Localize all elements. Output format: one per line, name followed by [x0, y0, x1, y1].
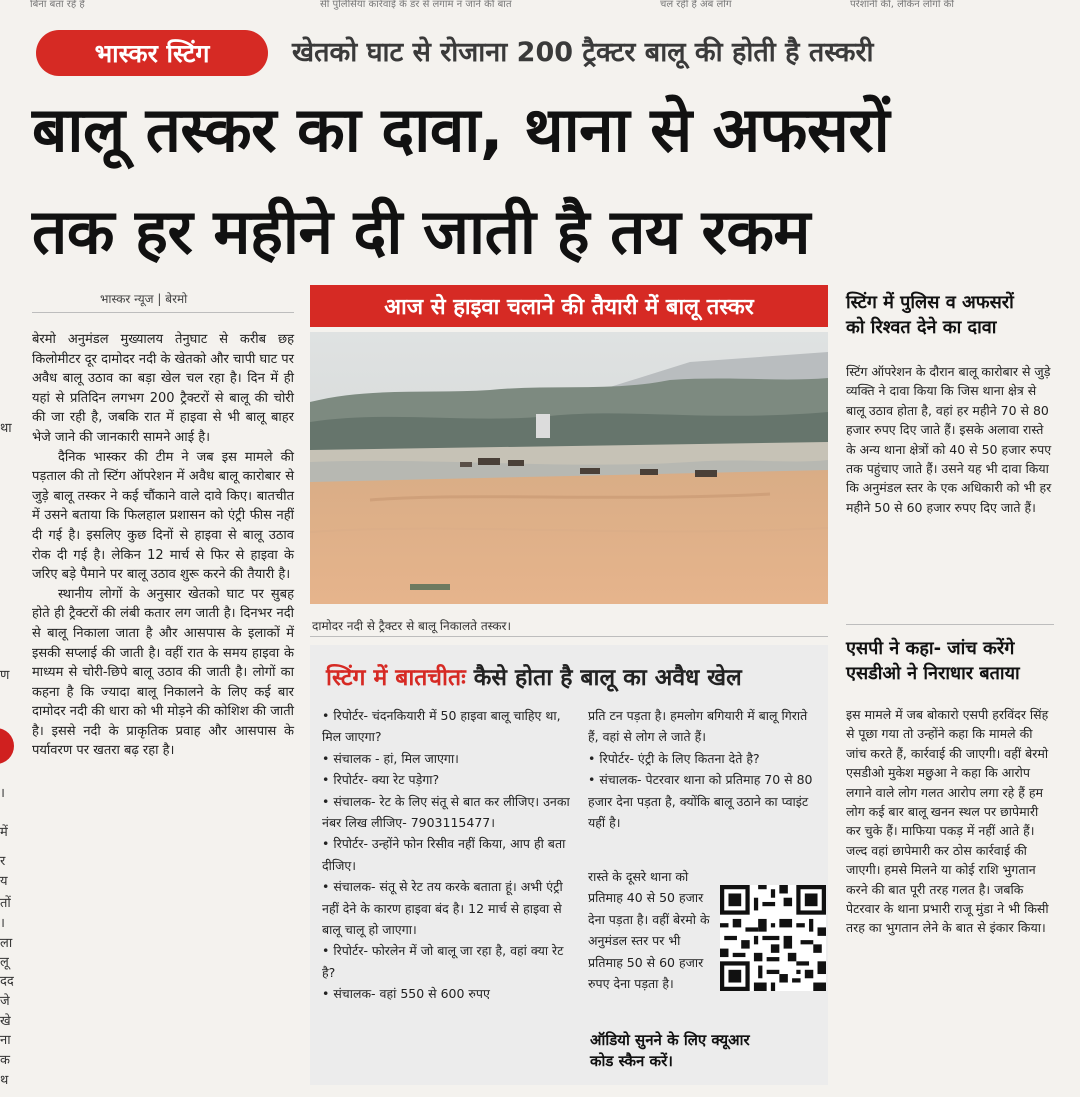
main-article-body: [32, 330, 294, 761]
dialogue-line: • रिपोर्टर- क्या रेट पड़ेगा?: [322, 772, 440, 788]
photo-caption: दामोदर नदी से ट्रैक्टर से बालू निकालते तस्कर।: [312, 619, 511, 633]
dialogue-column-2-top: [588, 705, 820, 833]
gutter-char: में: [0, 825, 8, 840]
river-photo: [310, 332, 828, 604]
strip-text-3: चल रही है अब लोग: [660, 0, 732, 10]
gutter-char: ण: [0, 668, 10, 683]
headline-line-1: बालू तस्कर का दावा, थाना से अफसरों: [32, 93, 890, 166]
dialogue-line: • संचालक- वहां 550 से 600 रुपए: [322, 986, 490, 1002]
byline-rule: [32, 312, 294, 313]
strip-text-1: बिना बता रहे हैं: [30, 0, 85, 10]
bhaskar-sting-badge: भास्कर स्टिंग: [36, 30, 268, 76]
gutter-char: जे: [0, 994, 10, 1009]
side-heading-line: को रिश्वत देने का दावा: [846, 317, 997, 338]
gutter-char: क: [0, 1053, 10, 1068]
dialogue-line: • रिपोर्टर- फोरलेन में जो बालू जा रहा है, वहां क्या रेट है?: [322, 943, 564, 980]
dialogue-title-highlight: स्टिंग में बातचीतः: [326, 665, 466, 691]
strip-text-2: सी पुलिसिया कार्रवाई के डर से लगाम न जाने की बात: [320, 0, 512, 10]
gutter-char: र: [0, 854, 6, 869]
dialogue-line: • रिपोर्टर- उन्होंने फोन रिसीव नहीं किया, आप ही बता दीजिए।: [322, 836, 566, 873]
photo-banner: आज से हाइवा चलाने की तैयारी में बालू तस्कर: [310, 285, 828, 327]
dialogue-column-2-bottom: [588, 866, 712, 994]
dialogue-box-title: [326, 660, 742, 692]
gutter-char: दद: [0, 974, 14, 989]
article-paragraph-3: स्थानीय लोगों के अनुसार खेतको घाट पर सुबह होते ही ट्रैक्टरों की लंबी कतार लग जाती है। दिनभर नदी से बालू निकाला जाता है और आसपास के इलाकों में इसकी सप्लाई की जाती है। वहीं रात के समय हाइवा के माध्यम से चोरी-छिपे बालू उठाव की जाती है। लोगों का कहना है कि ज्यादा बालू निकालने के लिए कई बार दामोदर नदी की धारा को भी मोड़ने की कोशिश की जाती है। इससे नदी के प्राकृतिक प्रवाह और आसपास के पर्यावरण पर खतरा बढ़ रहा है।: [32, 586, 294, 759]
headline-line-2: तक हर महीने दी जाती है तय रकम: [32, 195, 811, 268]
caption-rule: [310, 636, 828, 637]
qr-instruction: [590, 1030, 750, 1072]
dialogue-title-rest: कैसे होता है बालू का अवैध खेल: [465, 665, 742, 691]
side-story-2-body: [846, 705, 1054, 938]
dialogue-line: • संचालक- रेट के लिए संतू से बात कर लीजिए। उनका नंबर लिख लीजिए- 7903115477।: [322, 793, 570, 831]
article-paragraph-1: बेरमो अनुमंडल मुख्यालय तेनुघाट से करीब छह किलोमीटर दूर दामोदर नदी के खेतको और चापी घाट पर अवैध बालू उठाव का बड़ा खेल चल रहा है। दिन में ही यहां से प्रतिदिन लगभग 200 ट्रैक्टरों से बालू की चोरी की जा रही है, जबकि रात में हाइवा से भी बालू बाहर भेजे जाने की जानकारी सामने आई है।: [32, 332, 294, 445]
river-photo-image: [310, 332, 828, 604]
side-heading-line: एसडीओ ने निराधार बताया: [846, 663, 1020, 684]
dialogue-line: • रिपोर्टर- चंदनकियारी में 50 हाइवा बालू चाहिए था, मिल जाएगा?: [322, 708, 561, 745]
side-heading-line: एसपी ने कहा- जांच करेंगे: [846, 638, 1015, 659]
gutter-char: ।: [0, 916, 5, 931]
gutter-char: तों: [0, 896, 11, 911]
side-story-2-heading: [846, 636, 1020, 686]
previous-article-strip: [0, 0, 1080, 12]
side-story-1-body: [846, 362, 1054, 517]
dialogue-line: प्रति टन पड़ता है। हमलोग बगियारी में बालू गिराते हैं, वहां से लोग ले जाते हैं।: [588, 708, 808, 745]
article-paragraph-2: दैनिक भास्कर की टीम ने जब इस मामले की पड़ताल की तो स्टिंग ऑपरेशन में अवैध बालू कारोबार से जुड़े बालू तस्कर ने कई चौंकाने वाले दावे किए। बातचीत में उसने बताया कि फिलहाल प्रशासन को एंट्री फीस नहीं दी गई है। इसलिए कुछ दिनों से हाइवा से बालू उठाव रोक दी गई है। लेकिन 12 मार्च से फिर से हाइवा के जरिए बड़े पैमाने पर बालू उठाव शुरू करने की तैयारी है।: [32, 449, 294, 583]
byline: भास्कर न्यूज | बेरमो: [100, 292, 188, 306]
adjacent-column-fragment: [0, 0, 18, 1097]
qr-instruction-line-2: कोड स्कैन करें।: [590, 1052, 673, 1070]
side-story-2-text: इस मामले में जब बोकारो एसपी हरविंदर सिंह से पूछा गया तो उन्होंने कहा कि मामले की जांच करते हैं, कार्रवाई की जाएगी। वहीं बेरमो एसडीओ मुकेश मछुआ ने कहा कि आरोप लगाने वाले लोग गलत आरोप लगा रहे हैं हम लोग कई बार बालू खनन स्थल पर छापेमारी कर चुके हैं। माफिया पकड़ में नहीं आते हैं। जल्द वहां छापेमारी कर ठोस कार्रवाई की जाएगी। हमसे मिलने या कोई राशि भुगतान करने की बात पूरी तरह गलत है। जबकि पेटरवार के थाना प्रभारी राजू मुंडा ने भी किसी तरह का भुगतान लेने के बात से इंकार किया।: [846, 707, 1049, 936]
kicker-headline: खेतको घाट से रोजाना 200 ट्रैक्टर बालू की होती है तस्करी: [292, 37, 874, 68]
gutter-char: थ: [0, 1073, 9, 1088]
qr-code-icon[interactable]: [720, 885, 826, 991]
side-divider: [846, 624, 1054, 625]
gutter-char: था: [0, 421, 12, 436]
qr-instruction-line-1: ऑडियो सुनने के लिए क्यूआर: [590, 1031, 750, 1049]
dialogue-line: • संचालक- संतू से रेट तय करके बताता हूं। अभी एंट्री नहीं देने के कारण हाइवा बंद है। 12 मार्च से हाइवा से बालू चालू हो जाएगा।: [322, 879, 563, 938]
gutter-char: लू: [0, 955, 9, 970]
dialogue-line: • रिपोर्टर- एंट्री के लिए कितना देते है?: [588, 750, 760, 766]
gutter-char: ला: [0, 936, 13, 951]
gutter-char: खे: [0, 1014, 11, 1029]
dialogue-column-1: [322, 705, 570, 1005]
dialogue-line: • संचालक- पेटरवार थाना को प्रतिमाह 70 से 80 हजार देना पड़ता है, क्योंकि बालू उठाने का प्वाइंट यहीं है।: [588, 772, 813, 831]
dialogue-line: रास्ते के दूसरे थाना को प्रतिमाह 40 से 50 हजार देना पड़ता है। वहीं बेरमो के अनुमंडल स्तर पर भी प्रतिमाह 50 से 60 हजार रुपए देना पड़ता है।: [588, 869, 710, 992]
gutter-char: ना: [0, 1033, 11, 1048]
gutter-char: ।: [0, 786, 5, 801]
side-story-1-heading: [846, 290, 1014, 340]
dialogue-line: • संचालक - हां, मिल जाएगा।: [322, 750, 459, 766]
strip-text-4: परेशानी की, लेकिन लोगों की: [850, 0, 954, 10]
gutter-char: य: [0, 874, 8, 889]
side-heading-line: स्टिंग में पुलिस व अफसरों: [846, 292, 1014, 313]
side-story-1-text: स्टिंग ऑपरेशन के दौरान बालू कारोबार से जुड़े व्यक्ति ने दावा किया कि जिस थाना क्षेत्र से बालू उठाव होता है, वहां हर महीने 70 से 80 हजार रुपए दिए जाते हैं। इसके अलावा रास्ते के अन्य थाना क्षेत्रों को 40 से 50 हजार रुपए तक पहुंचाए जाते हैं। उसने यह भी दावा किया कि अनुमंडल स्तर के एक अधिकारी को भी हर महीने 50 से 60 हजार रुपए दिए जाते हैं।: [846, 364, 1052, 515]
